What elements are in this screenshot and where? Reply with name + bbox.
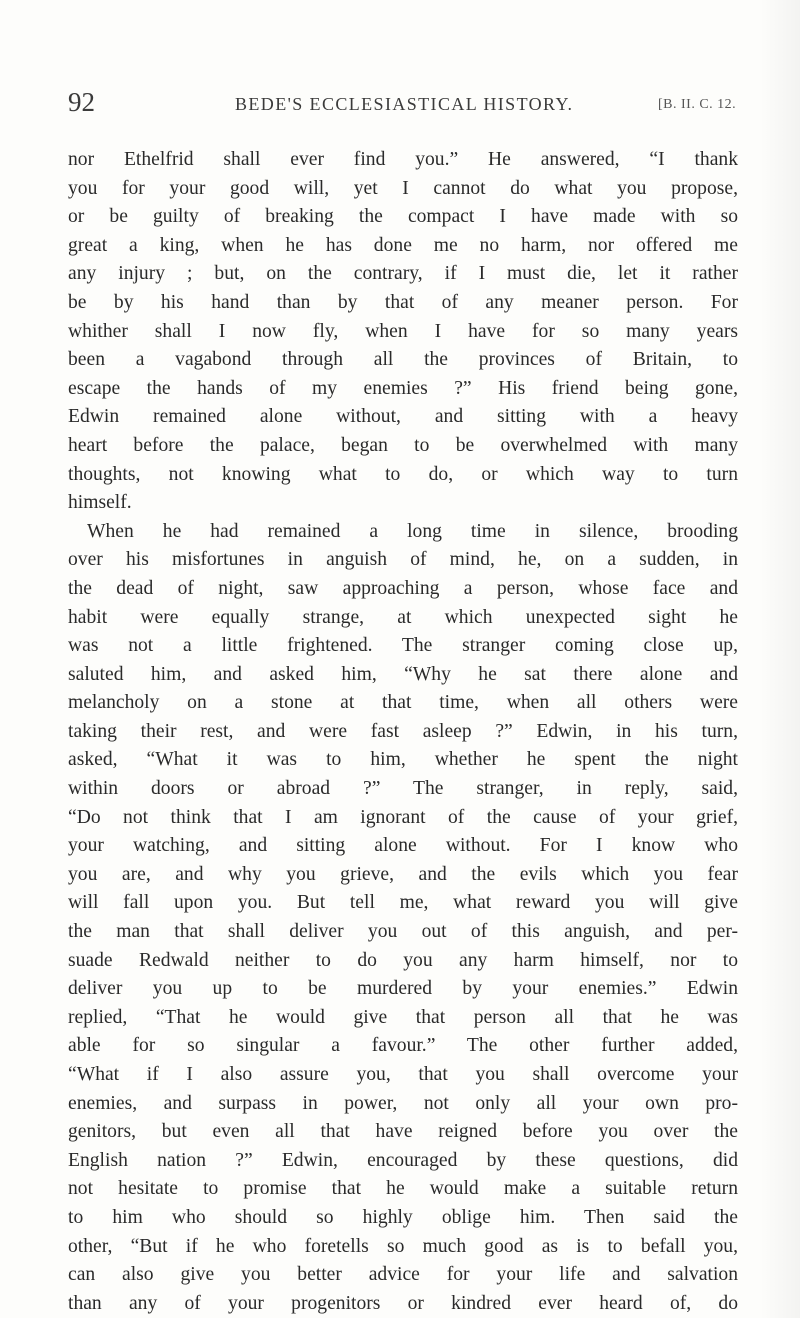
text-line: any injury ; but, on the contrary, if I must die, let it rather (68, 263, 738, 285)
text-line: Edwin remained alone without, and sitting with a heavy (68, 406, 738, 428)
text-line: within doors or abroad ?” The stranger, in reply, said, (68, 778, 738, 800)
text-line: When he had remained a long time in silence, brooding (87, 520, 738, 542)
page-header (0, 86, 800, 118)
text-line: melancholy on a stone at that time, when all others were (68, 692, 738, 714)
text-line: can also give you better advice for your life and salvation (68, 1264, 738, 1286)
text-line: English nation ?” Edwin, encouraged by these questions, did (68, 1149, 738, 1171)
text-line: heart before the palace, began to be overwhelmed with many (68, 434, 738, 456)
text-line: asked, “What it was to him, whether he spent the night (68, 749, 738, 771)
text-line: taking their rest, and were fast asleep ?” Edwin, in his turn, (68, 720, 738, 742)
text-line: escape the hands of my enemies ?” His friend being gone, (68, 377, 738, 399)
text-line: or be guilty of breaking the compact I have made with so (68, 206, 738, 228)
text-line: enemies, and surpass in power, not only all your own pro- (68, 1092, 738, 1114)
text-line: whither shall I now fly, when I have for so many years (68, 320, 738, 342)
page-number: 92 (68, 87, 95, 117)
text-line: saluted him, and asked him, “Why he sat there alone and (68, 663, 738, 685)
body-text (68, 146, 738, 1318)
text-line: able for so singular a favour.” The other further added, (68, 1035, 738, 1057)
text-line: other, “But if he who foretells so much good as is to befall you, (68, 1235, 738, 1257)
text-line: your watching, and sitting alone without. For I know who (68, 835, 738, 857)
text-line: you for your good will, yet I cannot do what you propose, (68, 177, 738, 199)
text-line: himself. (68, 492, 132, 514)
running-title: BEDE'S ECCLESIASTICAL HISTORY. (235, 94, 574, 114)
text-line: suade Redwald neither to do you any harm himself, nor to (68, 949, 738, 971)
text-line: “What if I also assure you, that you shall overcome your (68, 1064, 738, 1085)
text-line: replied, “That he would give that person all that he was (68, 1006, 738, 1028)
text-line: genitors, but even all that have reigned before you over the (68, 1121, 738, 1143)
text-line: deliver you up to be murdered by your enemies.” Edwin (68, 978, 738, 1000)
text-line: the man that shall deliver you out of this anguish, and per- (68, 921, 738, 943)
text-line: thoughts, not knowing what to do, or which way to turn (68, 463, 738, 485)
text-line: not hesitate to promise that he would make a suitable return (68, 1178, 738, 1200)
text-line: been a vagabond through all the provinces of Britain, to (68, 349, 738, 371)
text-line: you are, and why you grieve, and the evils which you fear (68, 863, 738, 885)
text-line: was not a little frightened. The stranger coming close up, (68, 635, 738, 657)
text-line: be by his hand than by that of any meaner person. For (68, 291, 738, 313)
text-line: great a king, when he has done me no harm, nor offered me (68, 234, 738, 256)
text-line: over his misfortunes in anguish of mind, he, on a sudden, in (68, 549, 738, 571)
text-line: “Do not think that I am ignorant of the cause of your grief, (68, 806, 738, 828)
text-line: habit were equally strange, at which unexpected sight he (68, 606, 738, 628)
text-line: the dead of night, saw approaching a person, whose face and (68, 577, 738, 599)
book-chapter-reference: [B. II. C. 12. (658, 97, 737, 112)
text-line: than any of your progenitors or kindred ever heard of, do (68, 1292, 738, 1314)
text-line: to him who should so highly oblige him. Then said the (68, 1206, 738, 1228)
text-line: will fall upon you. But tell me, what reward you will give (68, 892, 738, 914)
text-line: nor Ethelfrid shall ever find you.” He answered, “I thank (68, 149, 738, 170)
